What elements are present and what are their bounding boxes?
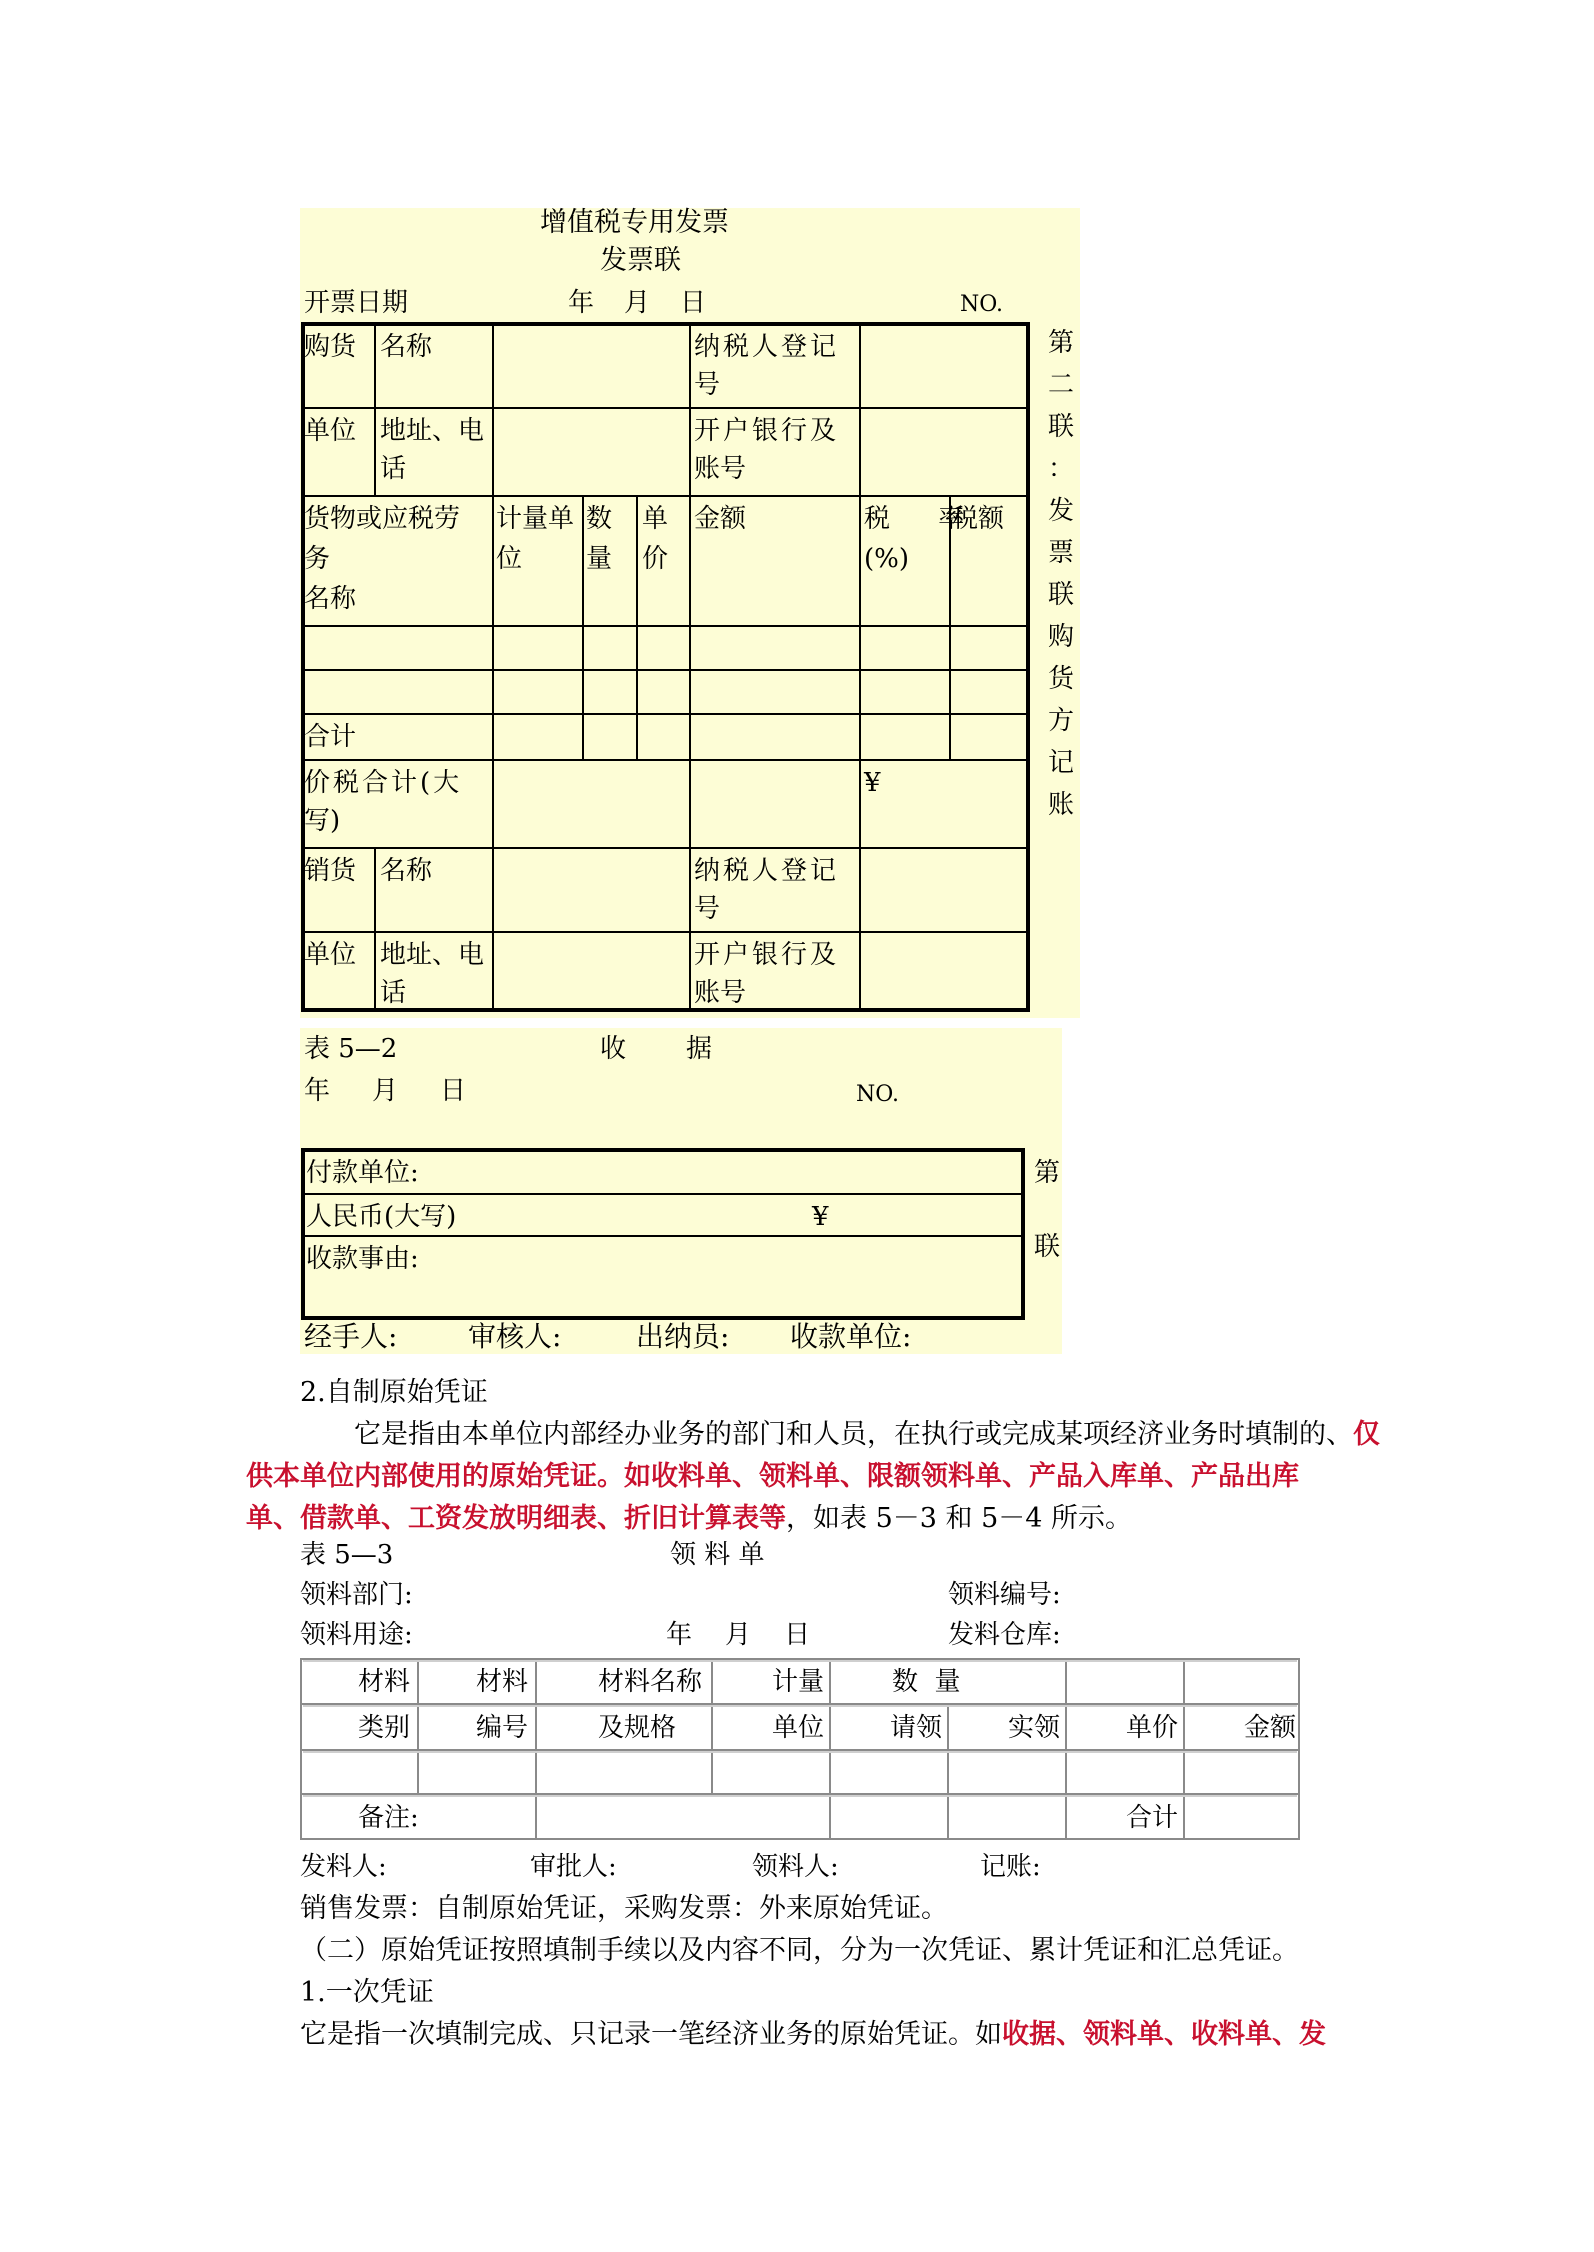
handler-label: 经手人: [304,1320,398,1353]
receipt-reason-label: 收款事由: [306,1244,419,1274]
buyer-address-label-2: 话 [380,454,407,484]
requisition-code-label: 领料编号: [948,1580,1061,1610]
reviewer-label: 审核人: [468,1320,562,1353]
buyer-name-label: 名称 [380,332,433,362]
remark-label: 备注: [358,1803,419,1833]
total-with-tax-label-1: 价税合计(大 [304,768,463,798]
header-quantity: 数 量 [892,1667,961,1697]
approver-label: 审批人: [530,1852,617,1882]
requisition-table-number: 表 5—3 [300,1540,394,1570]
invoice-side-char: 联 [1048,580,1075,610]
receipt-day: 日 [440,1076,467,1106]
invoice-side-char: ： [1048,454,1075,484]
highlight-text: 仅 [1353,1419,1380,1450]
invoice-side-char: 发 [1048,496,1075,526]
header-material-category-2: 类别 [358,1713,411,1743]
receipt-year: 年 [304,1076,331,1106]
payer-label: 付款单位: [306,1158,419,1188]
paragraph-text: 它是指一次填制完成、只记录一笔经济业务的原始凭证。如 [300,2019,1002,2050]
bookkeeper-label: 记账: [980,1852,1041,1882]
paragraph-line [246,1498,1132,1540]
buyer-taxpayer-label-1: 纳税人登记 [694,332,840,362]
quantity-label-2: 量 [586,544,613,574]
paragraph-line [300,1414,1454,1456]
invoice-subtitle: 发票联 [600,245,681,276]
section-heading-self-made: 2.自制原始凭证 [300,1377,488,1408]
buyer-label-2: 单位 [304,416,357,446]
seller-bank-label-2: 账号 [694,978,747,1008]
requisition-table [300,1658,1300,1840]
invoice-side-char: 二 [1048,370,1075,400]
header-unit-price: 单价 [1126,1713,1179,1743]
header-amount: 金额 [1244,1713,1297,1743]
paragraph-line-highlight: 供本单位内部使用的原始凭证。如收料单、领料单、限额领料单、产品入库单、产品出库 [246,1461,1299,1492]
vat-invoice-form [300,208,1080,1018]
receipt-title-2: 据 [686,1034,713,1064]
invoice-side-char: 第 [1048,328,1075,358]
receiving-unit-label: 收款单位: [790,1320,912,1353]
buyer-taxpayer-label-2: 号 [694,370,721,400]
seller-label-2: 单位 [304,940,357,970]
section-heading-one-time: 1.一次凭证 [300,1977,434,2008]
buyer-bank-label-1: 开户银行及 [694,416,840,446]
buyer-bank-label-2: 账号 [694,454,747,484]
header-actual: 实领 [1008,1713,1061,1743]
invoice-side-char: 账 [1048,790,1075,820]
header-requested: 请领 [890,1713,943,1743]
invoice-day: 日 [680,288,707,318]
tax-amount-label: 税额 [952,504,1005,534]
buyer-label-1: 购货 [304,332,357,362]
tax-rate-label-1: 税 率 [864,504,965,534]
sales-invoice-note: 销售发票：自制原始凭证，采购发票：外来原始凭证。 [300,1893,948,1924]
receiver-label: 领料人: [752,1852,839,1882]
goods-label-2: 务 [304,544,331,574]
invoice-month: 月 [624,288,651,318]
seller-taxpayer-label-2: 号 [694,894,721,924]
tax-rate-label-2: (%) [864,544,909,574]
invoice-side-char: 记 [1048,748,1075,778]
header-material-name-1: 材料名称 [598,1667,703,1697]
requisition-department-label: 领料部门: [300,1580,413,1610]
invoice-date-label: 开票日期 [304,288,409,318]
receipt-month: 月 [372,1076,399,1106]
quantity-label-1: 数 [586,504,613,534]
seller-bank-label-1: 开户银行及 [694,940,840,970]
seller-name-label: 名称 [380,856,433,886]
invoice-grid [300,208,1080,1018]
issuer-label: 发料人: [300,1852,387,1882]
amount-label: 金额 [694,504,747,534]
header-material-code-2: 编号 [476,1713,529,1743]
invoice-yen-symbol: ¥ [864,768,881,798]
invoice-number-label: NO. [960,292,1003,317]
header-material-code-1: 材料 [476,1667,529,1697]
receipt-title-1: 收 [600,1034,627,1064]
highlight-text: 单、借款单、工资发放明细表、折旧计算表等 [246,1503,786,1534]
receipt-form [300,1028,1062,1354]
seller-taxpayer-label-1: 纳税人登记 [694,856,840,886]
requisition-date: 年 月 日 [666,1620,811,1650]
goods-label-1: 货物或应税劳 [304,504,461,534]
invoice-side-char: 方 [1048,706,1075,736]
header-unit-2: 单位 [772,1713,825,1743]
buyer-address-label-1: 地址、电 [380,416,485,446]
requisition-purpose-label: 领料用途: [300,1620,413,1650]
invoice-year: 年 [568,288,595,318]
header-material-name-2: 及规格 [598,1713,677,1743]
header-material-category-1: 材料 [358,1667,411,1697]
measure-unit-label-2: 位 [496,544,523,574]
paragraph-line [300,2014,1326,2056]
invoice-side-char: 购 [1048,622,1075,652]
seller-address-label-1: 地址、电 [380,940,485,970]
invoice-total-label: 合计 [304,722,357,752]
receipt-number-label: NO. [856,1082,899,1107]
rmb-label: 人民币(大写) [306,1202,457,1232]
seller-address-label-2: 话 [380,978,407,1008]
unit-price-label-2: 价 [642,544,669,574]
requisition-warehouse-label: 发料仓库: [948,1620,1061,1650]
invoice-title: 增值税专用发票 [540,207,729,238]
highlight-text: 收据、领料单、收料单、发 [1002,2019,1326,2050]
cashier-label: 出纳员: [636,1320,730,1353]
total-with-tax-label-2: 写) [304,806,341,836]
receipt-side-1: 第 [1034,1158,1061,1188]
receipt-side-2: 联 [1034,1232,1061,1262]
unit-price-label-1: 单 [642,504,669,534]
receipt-yen-symbol: ¥ [812,1202,829,1232]
receipt-table-number: 表 5—2 [304,1034,398,1064]
paragraph-text: ，如表 5－3 和 5－4 所示。 [786,1503,1133,1534]
paragraph-text: 它是指由本单位内部经办业务的部门和人员，在执行或完成某项经济业务时填制的、 [354,1419,1353,1450]
classification-paragraph: （二）原始凭证按照填制手续以及内容不同，分为一次凭证、累计凭证和汇总凭证。 [300,1935,1299,1966]
goods-label-3: 名称 [304,584,357,614]
seller-label-1: 销货 [304,856,357,886]
requisition-title: 领 料 单 [670,1540,765,1570]
invoice-side-char: 货 [1048,664,1075,694]
header-unit-1: 计量 [772,1667,825,1697]
invoice-side-char: 票 [1048,538,1075,568]
requisition-total-label: 合计 [1126,1803,1179,1833]
invoice-side-char: 联 [1048,412,1075,442]
receipt-grid [300,1028,1062,1354]
measure-unit-label-1: 计量单 [496,504,575,534]
